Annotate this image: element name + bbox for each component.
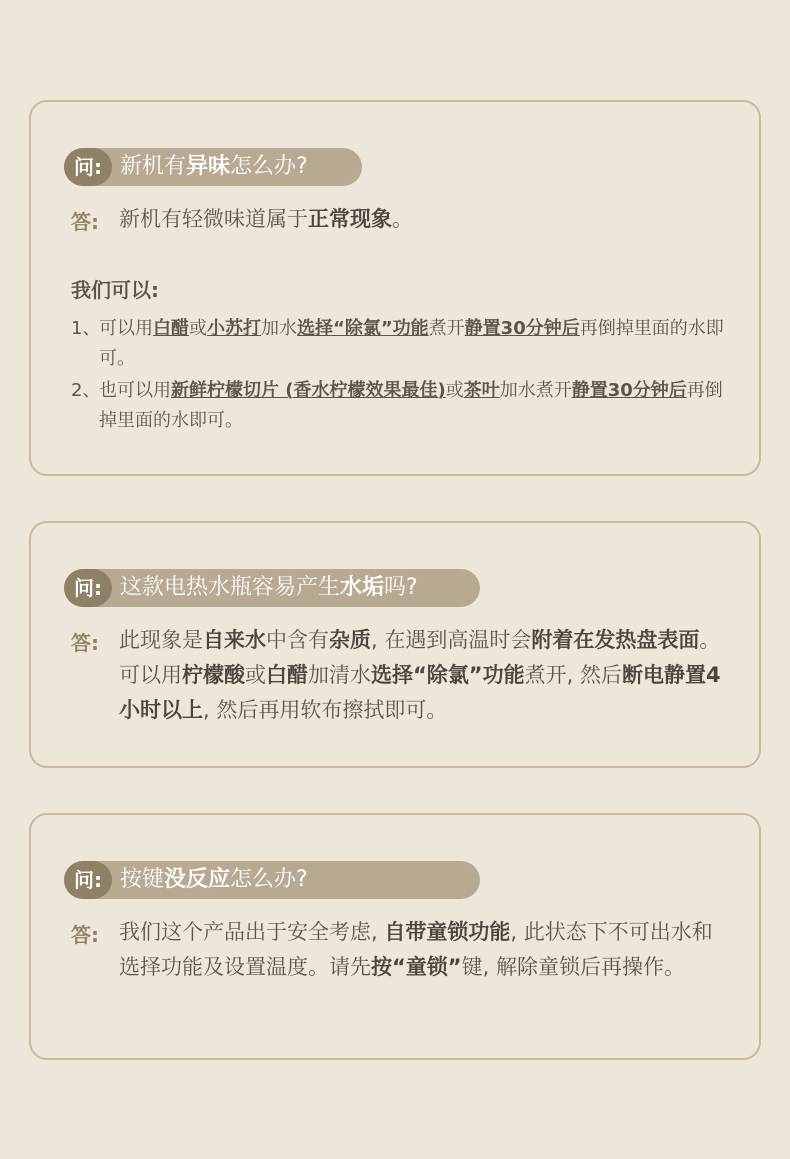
faq-card-scale: [29, 521, 761, 768]
question-text: 这款电热水瓶容易产生水垢吗?: [120, 575, 418, 600]
answer-text: 我们这个产品出于安全考虑, 自带童锁功能, 此状态下不可出水和选择功能及设置温度。请先按“童锁”键, 解除童锁后再操作。: [119, 920, 713, 979]
question-text: 新机有异味怎么办?: [120, 154, 308, 179]
question-pill: [64, 861, 480, 899]
list-item: 2、 也可以用新鲜柠檬切片 (香水柠檬效果最佳)或茶叶加水煮开静置30分钟后再倒掉里面的水即可。: [71, 380, 723, 431]
question-badge: 问:: [64, 861, 112, 899]
answer-text: 此现象是自来水中含有杂质, 在遇到高温时会附着在发热盘表面。可以用柠檬酸或白醋加清水选择“除氯”功能煮开, 然后断电静置4小时以上, 然后再用软布擦拭即可。: [119, 628, 721, 722]
faq-card-buttons: [29, 813, 761, 1060]
question-pill: [64, 569, 480, 607]
steps-list: [71, 314, 731, 436]
answer-label: 答:: [71, 923, 99, 947]
answer-label: 答:: [71, 210, 99, 234]
answer-label: 答:: [71, 631, 99, 655]
question-pill: [64, 148, 362, 186]
list-item: 1、 可以用白醋或小苏打加水选择“除氯”功能煮开静置30分钟后再倒掉里面的水即可。: [71, 318, 724, 369]
faq-card-new-smell: [29, 100, 761, 476]
sub-heading: 我们可以:: [71, 278, 159, 302]
question-badge: 问:: [64, 148, 112, 186]
answer-text: 新机有轻微味道属于正常现象。: [119, 207, 413, 231]
question-badge: 问:: [64, 569, 112, 607]
question-text: 按键没反应怎么办?: [120, 867, 308, 892]
